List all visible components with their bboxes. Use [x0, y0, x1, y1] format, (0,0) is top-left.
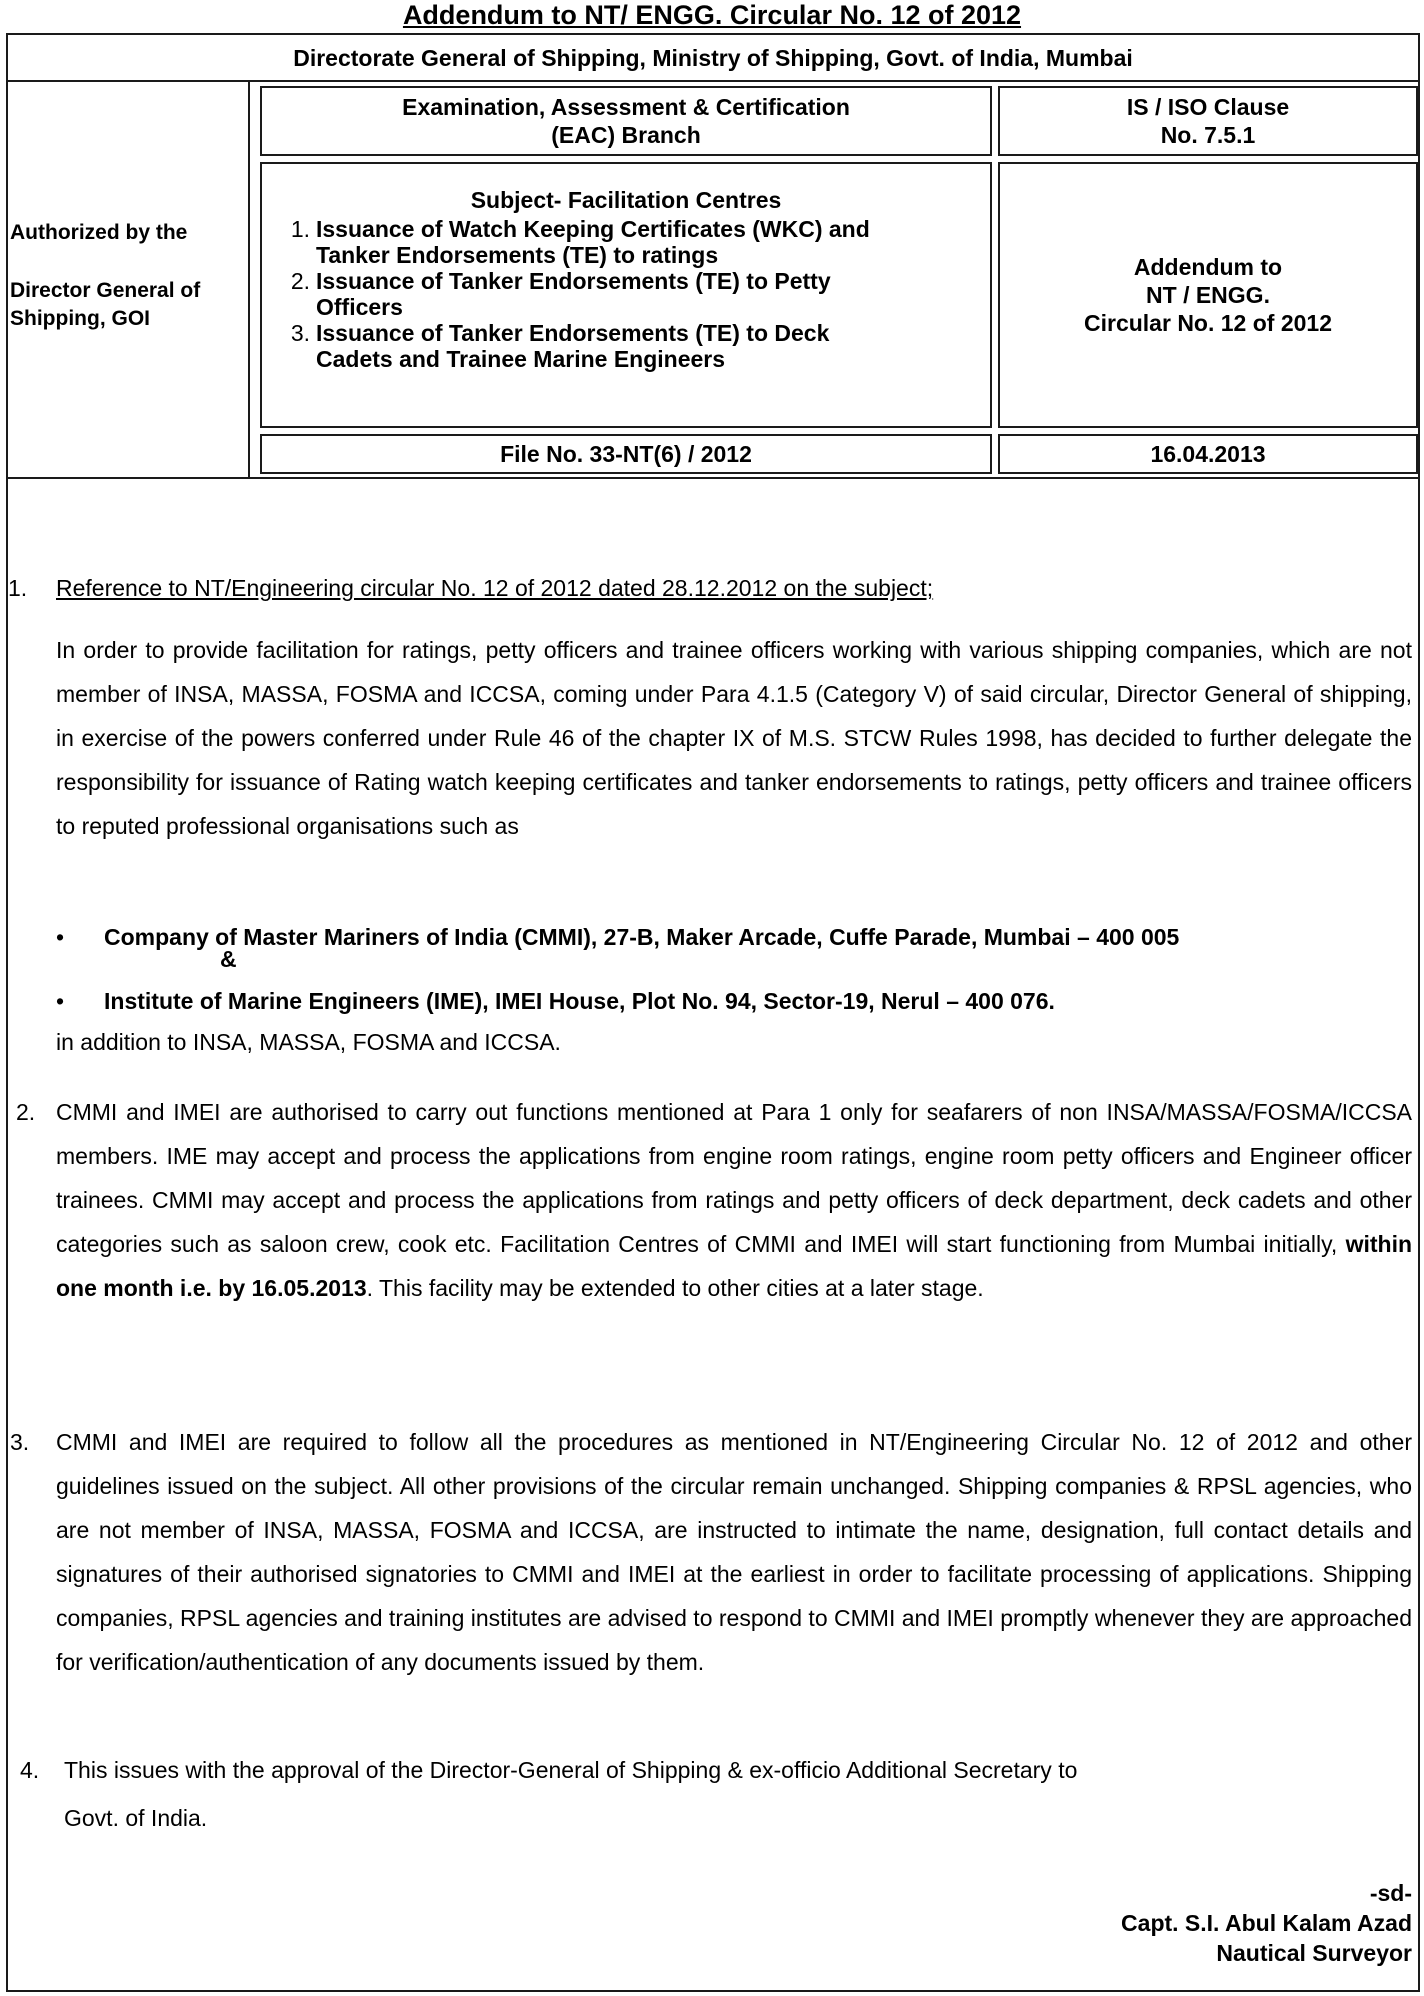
subject-item-line: Issuance of Tanker Endorsements (TE) to Deck — [316, 320, 830, 346]
addendum-line-3: Circular No. 12 of 2012 — [1084, 310, 1332, 336]
para4-number: 4. — [20, 1757, 40, 1783]
para1-text: In order to provide facilitation for ratings, petty officers and trainee officers working with various shipping companies, which are not member of INSA, MASSA, FOSMA and ICCSA, coming under Para 4.1.5 (Category V) of said circular, Director General of shipping, in exercise of the powers conferred under Rule 46 of the chapter IX of M.S. STCW Rules 1998, has decided to further delegate the responsibility for issuance of Rating watch keeping certificates and tanker endorsements to ratings, petty officers and trainee officers to reputed professional organisations such as — [56, 637, 1412, 839]
bullet-ime-text: Institute of Marine Engineers (IME), IMEI House, Plot No. 94, Sector-19, Nerul – 400 076. — [104, 988, 1055, 1014]
para2-body: CMMI and IMEI are authorised to carry out functions mentioned at Para 1 only for seafarers of non INSA/MASSA/FOSMA/ICCSA members. IME may accept and process the applications from engine room ratings, engine room petty officers and Engineer officer trainees. CMMI may accept and process the applications from ratings and petty officers of deck department, deck cadets and other categories such as saloon crew, cook etc. Facilitation Centres of CMMI and IMEI will start functioning from Mumbai initially, — [56, 1099, 1412, 1257]
subject-item-line: Issuance of Watch Keeping Certificates (WKC) and — [316, 216, 870, 242]
para2-deadline: within one month i.e. by 16.05.2013 — [56, 1231, 1413, 1301]
subject-item-line: Cadets and Trainee Marine Engineers — [316, 346, 726, 372]
authorized-text-2: Director General of — [10, 279, 201, 302]
signatory-designation: Nautical Surveyor — [1216, 1940, 1412, 1966]
branch-line-1: Examination, Assessment & Certification — [402, 94, 850, 120]
para4-line-1: This issues with the approval of the Director-General of Shipping & ex-officio Additional Secretary to — [64, 1757, 1078, 1783]
para3-number: 3. — [10, 1429, 30, 1455]
branch-cell — [260, 86, 992, 156]
subject-item-num: 3. — [290, 320, 310, 346]
document-title: Addendum to NT/ ENGG. Circular No. 12 of 2012 — [402, 0, 1022, 30]
signature-block — [1121, 1878, 1412, 1968]
bullet-ime — [56, 986, 1416, 1016]
bullet-dot: • — [56, 924, 65, 950]
para1-heading: Reference to NT/Engineering circular No. 12 of 2012 dated 28.12.2012 on the subject; — [56, 575, 934, 601]
subject-item — [278, 216, 990, 268]
subject-item-num: 2. — [290, 268, 310, 294]
bullet-cmmi — [56, 922, 1416, 952]
bullet-ampersand: & — [220, 946, 237, 972]
bullet-cmmi-text: Company of Master Mariners of India (CMMI), 27-B, Maker Arcade, Cuffe Parade, Mumbai – 400 005 — [104, 924, 1180, 950]
subject-item-line: Tanker Endorsements (TE) to ratings — [316, 242, 719, 268]
file-number-cell — [260, 434, 992, 474]
signatory-name: Capt. S.I. Abul Kalam Azad — [1121, 1910, 1412, 1936]
addendum-line-2: NT / ENGG. — [1146, 282, 1270, 308]
iso-line-2: No. 7.5.1 — [1160, 122, 1256, 148]
subject-item-num: 1. — [290, 216, 310, 242]
subject-item-line: Issuance of Tanker Endorsements (TE) to Petty — [316, 268, 831, 294]
authorized-text-3: Shipping, GOI — [10, 307, 150, 330]
para2-tail: . This facility may be extended to other cities at a later stage. — [366, 1275, 984, 1301]
iso-line-1: IS / ISO Clause — [1126, 94, 1290, 120]
para1-heading-row — [8, 566, 1408, 610]
authorized-text-1: Authorized by the — [10, 221, 188, 244]
para1-closing: in addition to INSA, MASSA, FOSMA and ICCSA. — [56, 1029, 561, 1055]
subject-list — [278, 216, 990, 372]
addendum-cell — [998, 162, 1418, 428]
subject-item — [278, 320, 990, 372]
subject-cell — [260, 162, 992, 428]
circular-date: 16.04.2013 — [1150, 441, 1266, 467]
para2-text — [56, 1090, 1412, 1310]
addendum-line-1: Addendum to — [1133, 254, 1283, 280]
para3-text: CMMI and IMEI are required to follow all the procedures as mentioned in NT/Engineering Circular No. 12 of 2012 and other guidelines issued on the subject. All other provisions of the circular remain unchanged. Shipping companies & RPSL agencies, who are not member of INSA, MASSA, FOSMA and ICCSA, are instructed to intimate the name, designation, full contact details and signatures of their authorised signatories to CMMI and IMEI at the earliest in order to facilitate processing of applications. Shipping companies, RPSL agencies and training institutes are advised to respond to CMMI and IMEI promptly whenever they are approached for verification/authentication of any documents issued by them. — [56, 1429, 1412, 1675]
org-name: Directorate General of Shipping, Ministry of Shipping, Govt. of India, Mumbai — [293, 45, 1133, 71]
para2-number: 2. — [16, 1099, 36, 1125]
date-cell — [998, 434, 1418, 474]
para1-number: 1. — [8, 575, 28, 601]
subject-item-line: Officers — [316, 294, 403, 320]
iso-clause-cell — [998, 86, 1418, 156]
para4-line-2: Govt. of India. — [64, 1805, 208, 1831]
subject-heading: Subject- Facilitation Centres — [470, 187, 782, 213]
file-number: File No. 33-NT(6) / 2012 — [500, 441, 752, 467]
subject-item — [278, 268, 990, 320]
bullet-dot: • — [56, 988, 65, 1014]
signature-sd: -sd- — [1369, 1880, 1412, 1906]
branch-line-2: (EAC) Branch — [551, 122, 701, 148]
